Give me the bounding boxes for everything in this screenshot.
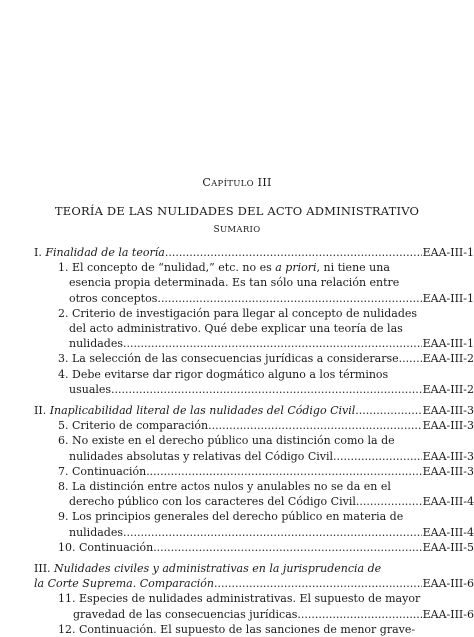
dot-leader — [123, 525, 422, 540]
toc-item — [34, 464, 474, 479]
dot-leader — [297, 607, 421, 622]
page-reference: EAA-III-1 — [422, 246, 474, 259]
section-line — [34, 403, 474, 418]
page-reference: EAA-III-6 — [422, 607, 474, 621]
toc-item — [34, 591, 474, 621]
entry-text: derecho público con los caracteres del Código Civil — [69, 495, 356, 509]
item-line — [58, 351, 474, 366]
page-reference: EAA-III-5 — [422, 540, 474, 554]
page-reference: EAA-III-1 — [422, 337, 474, 351]
item-line — [58, 494, 474, 509]
page-reference: EAA-III-2 — [422, 382, 474, 396]
item-line — [58, 449, 474, 464]
entry-text: gravedad de las consecuencias jurídicas — [73, 607, 298, 621]
toc-section — [34, 403, 474, 418]
item-line: 1. El concepto de “nulidad,” etc. no es a priori, ni tiene una — [58, 261, 390, 275]
page-reference: EAA-III-4 — [422, 495, 474, 509]
table-of-contents — [34, 239, 474, 637]
chapter-title: TEORÍA DE LAS NULIDADES DEL ACTO ADMINISTRATIVO — [54, 204, 420, 218]
entry-text: nulidades — [69, 337, 124, 351]
entry-text: usuales — [69, 382, 112, 396]
dot-leader — [208, 418, 422, 433]
toc-item — [34, 260, 474, 306]
item-line: del acto administrativo. Qué debe explicar una teoría de las — [69, 322, 403, 336]
chapter-cap: C — [202, 176, 212, 189]
dot-leader — [111, 382, 422, 397]
section-title: Inaplicabilidad literal de las nulidades del Código Civil — [49, 404, 356, 418]
item-line: 11. Especies de nulidades administrativas. El supuesto de mayor — [58, 592, 421, 606]
toc-item — [34, 306, 474, 352]
dot-leader — [355, 403, 421, 418]
summary-rest: UMARIO — [219, 225, 261, 235]
page-reference: EAA-III-1 — [422, 291, 474, 305]
item-line — [58, 291, 474, 306]
item-line: 6. No existe en el derecho público una distinción como la de — [58, 434, 395, 448]
entry-text: otros conceptos — [69, 291, 158, 305]
toc-item — [34, 351, 474, 366]
item-line — [58, 464, 474, 479]
italic-phrase: a priori — [275, 261, 317, 275]
section-line: III. Nulidades civiles y administrativas en la jurisprudencia de — [34, 562, 382, 576]
toc-item — [34, 509, 474, 539]
section-title: Nulidades civiles y administrativas en la jurisprudencia de — [54, 562, 382, 576]
item-line: 8. La distinción entre actos nulos y anulables no se da en el — [58, 480, 391, 494]
page-reference: EAA-III-3 — [422, 464, 474, 478]
dot-leader — [214, 576, 422, 591]
entry-text: 12. Continuación. El supuesto de las sanciones de menor grave- — [58, 622, 416, 636]
item-line: 4. Debe evitarse dar rigor dogmático alguno a los términos — [58, 367, 389, 381]
entry-text — [34, 576, 214, 591]
section-title: Finalidad de la teoría — [45, 246, 165, 259]
dot-leader — [356, 494, 422, 509]
section-line — [34, 576, 474, 591]
entry-text: 10. Continuación — [58, 540, 154, 554]
dot-leader — [146, 464, 421, 479]
chapter-heading — [0, 175, 474, 192]
item-line: 9. Los principios generales del derecho público en materia de — [58, 510, 404, 524]
page-reference: EAA-III-6 — [422, 577, 474, 591]
chapter-number: III — [253, 176, 272, 189]
item-line — [58, 336, 474, 351]
item-line — [58, 540, 474, 555]
page-reference: EAA-III-2 — [422, 352, 474, 366]
summary-cap: S — [213, 225, 220, 235]
dot-leader — [157, 291, 421, 306]
item-line: 2. Criterio de investigación para llegar al concepto de nulidades — [58, 306, 418, 320]
entry-text: 7. Continuación — [58, 464, 147, 478]
toc-item — [34, 540, 474, 555]
entry-text: 3. La selección de las consecuencias jurídicas a considerarse — [58, 352, 399, 366]
page-reference: EAA-III-4 — [422, 525, 474, 539]
item-line — [58, 418, 474, 433]
entry-text: nulidades — [69, 525, 124, 539]
dot-leader — [153, 540, 421, 555]
entry-text: II. Inaplicabilidad literal de las nulidades del Código Civil — [34, 404, 356, 418]
dot-leader — [399, 351, 422, 366]
toc-item — [34, 622, 474, 637]
toc-section — [34, 245, 474, 260]
page-reference: EAA-III-3 — [422, 419, 474, 433]
toc-item — [34, 433, 474, 463]
summary-heading — [0, 223, 474, 238]
page-reference: EAA-III-3 — [422, 404, 474, 418]
chapter-rest: APÍTULO — [211, 179, 254, 189]
toc-item — [34, 367, 474, 397]
entry-text: 5. Criterio de comparación — [58, 419, 209, 433]
entry-text: I. Finalidad de la teoría — [34, 246, 165, 259]
dot-leader — [123, 336, 422, 351]
toc-item — [34, 418, 474, 433]
dot-leader — [165, 245, 422, 260]
dot-leader — [333, 449, 422, 464]
item-line — [58, 607, 474, 622]
page-reference: EAA-III-3 — [422, 449, 474, 463]
toc-section — [34, 561, 474, 591]
toc-item — [34, 479, 474, 509]
entry-text: nulidades absolutas y relativas del Código Civil — [69, 449, 334, 463]
item-line — [58, 525, 474, 540]
section-title: la Corte Suprema. Comparación — [34, 577, 214, 591]
item-line — [58, 622, 474, 637]
section-line — [34, 245, 474, 260]
item-line: esencia propia determinada. Es tan sólo una relación entre — [69, 276, 400, 290]
item-line — [58, 382, 474, 397]
